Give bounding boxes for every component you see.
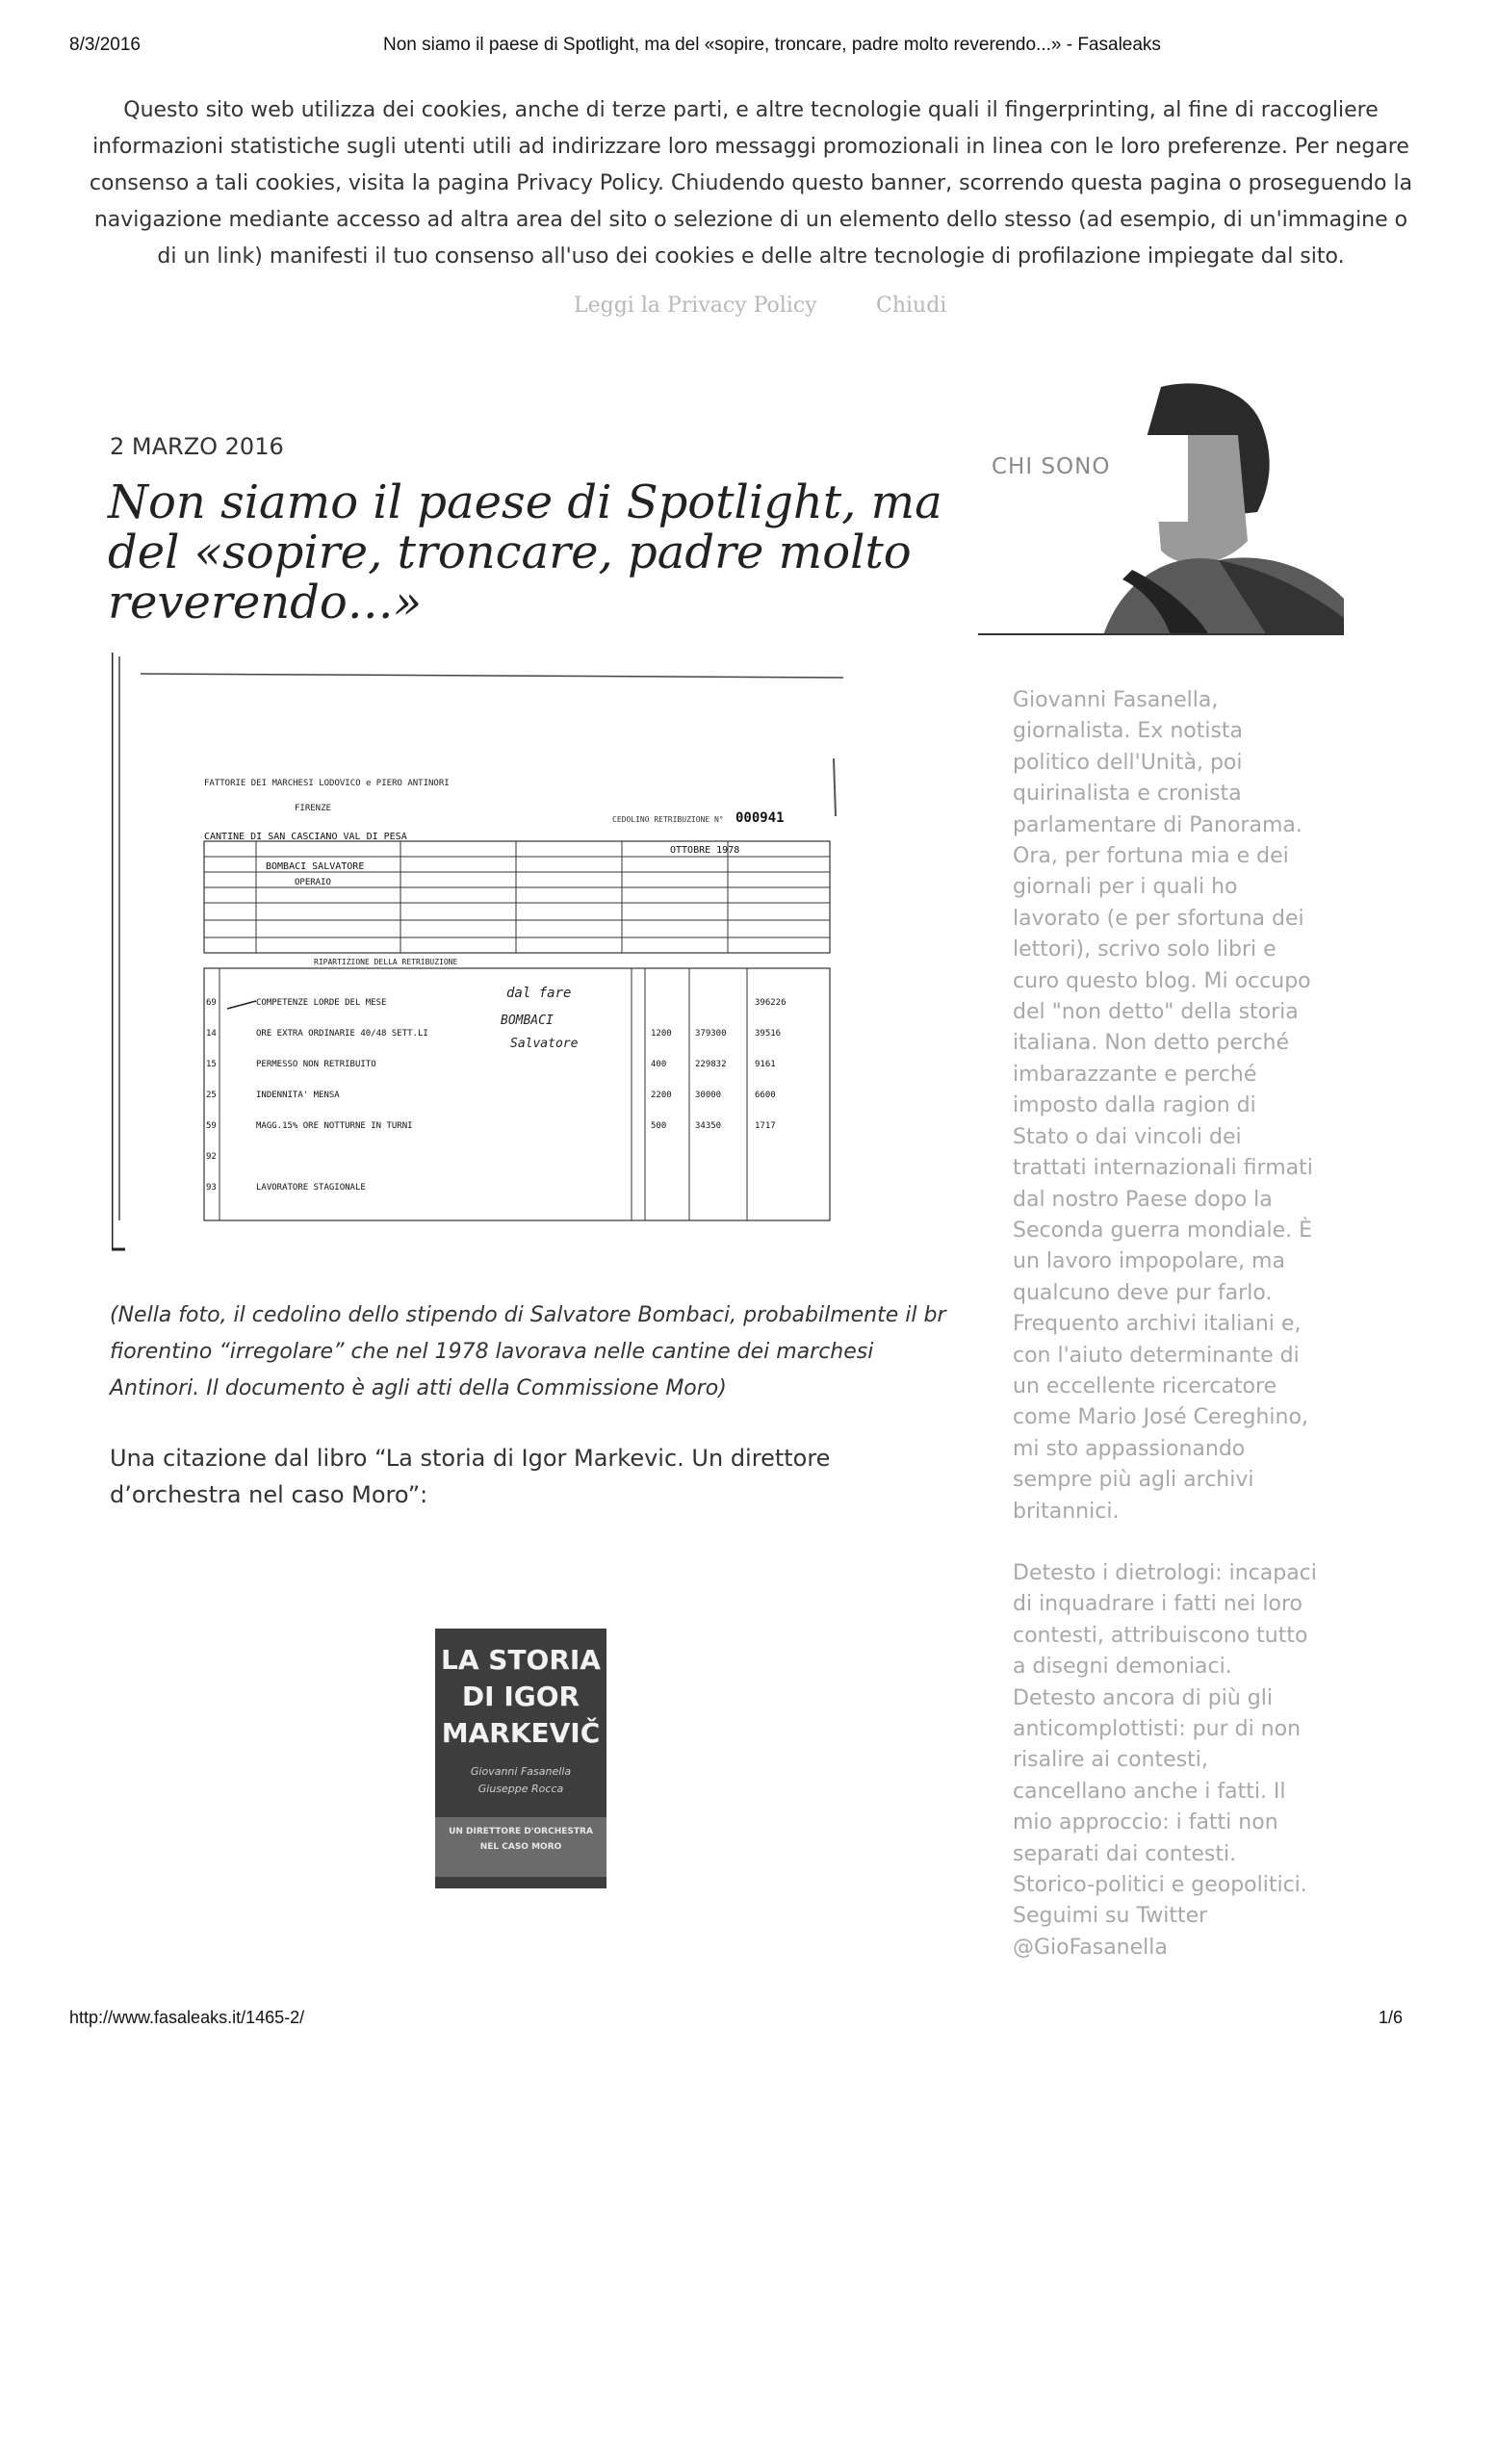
- payslip-row-qty: 1200: [651, 1029, 672, 1039]
- payslip-row-code: 25: [206, 1091, 217, 1100]
- payslip-row-code: 15: [206, 1060, 217, 1069]
- book-author-2: Giuseppe Rocca: [477, 1783, 564, 1795]
- payslip-section: RIPARTIZIONE DELLA RETRIBUZIONE: [314, 958, 458, 966]
- payslip-name: BOMBACI SALVATORE: [266, 861, 365, 872]
- payslip-row-code: 59: [206, 1121, 217, 1131]
- payslip-row-amount: 39516: [755, 1029, 782, 1039]
- book-subtitle-1: UN DIRETTORE D'ORCHESTRA: [449, 1827, 593, 1836]
- book-subtitle-2: NEL CASO MORO: [479, 1842, 562, 1852]
- payslip-row-code: 14: [206, 1029, 217, 1039]
- article-date: 2 MARZO 2016: [110, 433, 284, 460]
- book-author-1: Giovanni Fasanella: [470, 1765, 572, 1778]
- payslip-row-rate: 229832: [695, 1060, 727, 1069]
- print-page-title: Non siamo il paese di Spotlight, ma del «sopire, troncare, padre molto reverendo...» - Fasaleaks: [383, 35, 1161, 55]
- payslip-row-rate: 34350: [695, 1121, 722, 1131]
- privacy-policy-link[interactable]: Leggi la Privacy Policy: [574, 294, 817, 318]
- book-cover-image: [435, 1629, 606, 1888]
- payslip-handwriting-2: BOMBACI: [501, 1014, 554, 1028]
- article-paragraph: Una citazione dal libro “La storia di Igor Markevic. Un direttore d’orchestra nel caso Moro”:: [110, 1445, 831, 1508]
- payslip-city: FIRENZE: [295, 804, 331, 813]
- photo-caption: (Nella foto, il cedolino dello stipendo di Salvatore Bombaci, probabilmente il br fiorentino “irregolare” che nel 1978 lavorava nelle cantine dei marchesi Antinori. Il documento è agli atti della Commissione Moro): [110, 1303, 946, 1400]
- payslip-handwriting-1: dal fare: [506, 986, 572, 1001]
- payslip-row-label: ORE EXTRA ORDINARIE 40/48 SETT.LI: [256, 1029, 428, 1039]
- payslip-month: OTTOBRE 1978: [670, 845, 740, 856]
- print-url: http://www.fasaleaks.it/1465-2/: [69, 2008, 305, 2027]
- payslip-row-qty: 2200: [651, 1091, 672, 1100]
- payslip-row-amount: 396226: [755, 998, 787, 1008]
- payslip-site: CANTINE DI SAN CASCIANO VAL DI PESA: [204, 832, 407, 842]
- payslip-row-label: COMPETENZE LORDE DEL MESE: [256, 998, 387, 1008]
- book-title-line-2: DI IGOR: [461, 1681, 580, 1712]
- sidebar-heading: CHI SONO: [992, 454, 1111, 479]
- payslip-row-qty: 500: [651, 1121, 667, 1131]
- sidebar-divider: [978, 633, 1344, 635]
- payslip-row-rate: 30000: [695, 1091, 722, 1100]
- payslip-role: OPERAIO: [295, 878, 331, 887]
- payslip-row-label: LAVORATORE STAGIONALE: [256, 1183, 366, 1193]
- bio-paragraph-2: Detesto i dietrologi: incapaci di inquadrare i fatti nei loro contesti, attribuiscono tutto a disegni demoniaci. Detesto ancora di più gli anticomplottisti: pur di non risalire ai contesti, cancellano anche i fatti. Il mio approccio: i fatti non separati dai contesti. Storico-politici e geopolitici. Seguimi su Twitter @GioFasanella: [1013, 1560, 1317, 1960]
- payslip-row-code: 93: [206, 1183, 217, 1193]
- sidebar-bio: [1013, 685, 1317, 1964]
- payslip-row-rate: 379300: [695, 1029, 727, 1039]
- print-date: 8/3/2016: [69, 35, 141, 55]
- payslip-slip-number: 000941: [735, 810, 785, 826]
- book-title-line-1: LA STORIA: [441, 1644, 601, 1676]
- payslip-row-label: PERMESSO NON RETRIBUITO: [256, 1060, 376, 1069]
- author-portrait: [978, 377, 1344, 635]
- bio-paragraph-1: Giovanni Fasanella, giornalista. Ex notista politico dell'Unità, poi quirinalista e cronista parlamentare di Panorama. Ora, per fortuna mia e dei giornali per i quali ho lavorato (e per sfortuna dei lettori), scrivo solo libri e curo questo blog. Mi occupo del "non detto" della storia italiana. Non detto perché imbarazzante e perché imposto dalla ragion di Stato o dai vincoli dei trattati internazionali firmati dal nostro Paese dopo la Seconda guerra mondiale. È un lavoro impopolare, ma qualcuno deve pur farlo. Frequento archivi italiani e, con l'aiuto determinante di un eccellente ricercatore come Mario José Cereghino, mi sto appassionando sempre più agli archivi britannici.: [1013, 688, 1313, 1524]
- payslip-row-qty: 400: [651, 1060, 667, 1069]
- payslip-row-amount: 9161: [755, 1060, 776, 1069]
- book-title-line-3: MARKEVIČ: [441, 1717, 601, 1749]
- payslip-slip-label: CEDOLINO RETRIBUZIONE N°: [612, 815, 724, 824]
- payslip-company: FATTORIE DEI MARCHESI LODOVICO e PIERO ANTINORI: [204, 779, 450, 788]
- payslip-row-label: MAGG.15% ORE NOTTURNE IN TURNI: [256, 1121, 413, 1131]
- payslip-row-code: 69: [206, 998, 217, 1008]
- cookie-banner-text: Questo sito web utilizza dei cookies, anche di terze parti, e altre tecnologie quali il fingerprinting, al fine di raccogliere informazioni statistiche sugli utenti utili ad indirizzare loro messaggi promozionali in linea con le loro preferenze. Per negare consenso a tali cookies, visita la pagina Privacy Policy. Chiudendo questo banner, scorrendo questa pagina o proseguendo la navigazione mediante accesso ad altra area del sito o selezione di un elemento dello stesso (ad esempio, di un'immagine o di un link) manifesti il tuo consenso all'uso dei cookies e delle altre tecnologie di profilazione impiegate dal sito.: [89, 98, 1413, 269]
- payslip-handwriting-3: Salvatore: [510, 1037, 579, 1051]
- close-banner-link[interactable]: Chiudi: [876, 294, 947, 318]
- print-page-number: 1/6: [1379, 2008, 1404, 2027]
- payslip-row-label: INDENNITA' MENSA: [256, 1091, 340, 1100]
- payslip-row-amount: 6600: [755, 1091, 776, 1100]
- payslip-row-code: 92: [206, 1152, 217, 1162]
- article-title: Non siamo il paese di Spotlight, ma del «sopire, troncare, padre molto reverendo…»: [108, 475, 942, 629]
- payslip-photo: [112, 653, 940, 1259]
- payslip-row-amount: 1717: [755, 1121, 776, 1131]
